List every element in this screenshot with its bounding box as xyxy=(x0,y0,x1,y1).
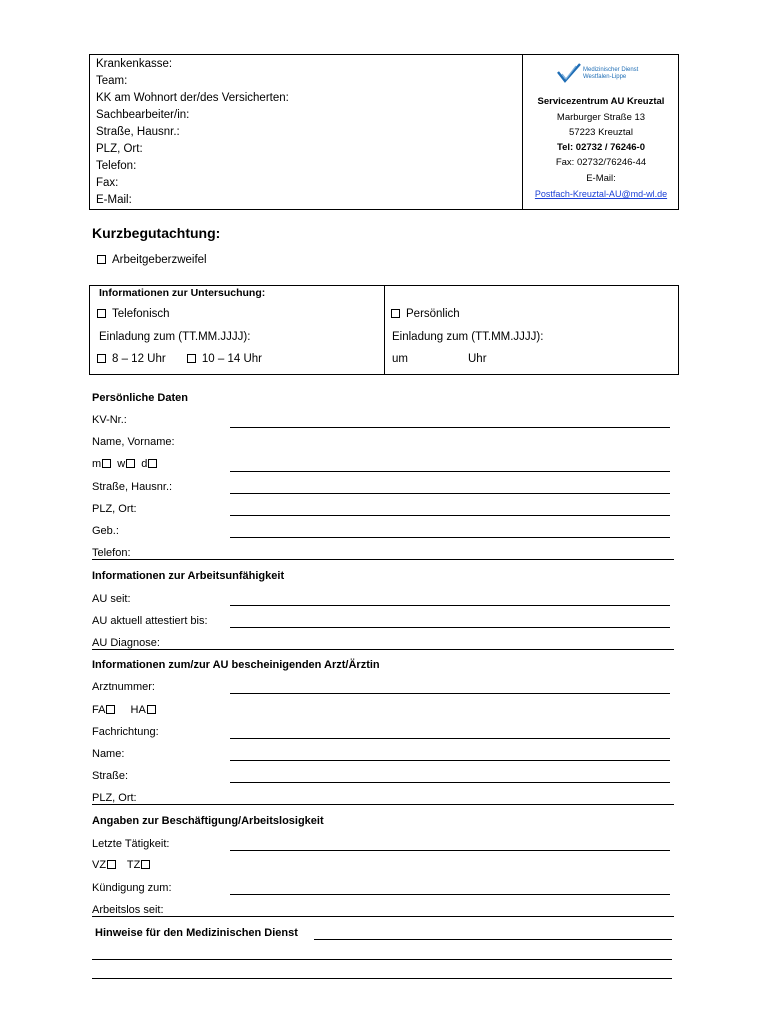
service-fax: Fax: 02732/76246-44 xyxy=(555,157,647,168)
field-telefon: Telefon: xyxy=(96,160,137,172)
taetigkeit-label: Letzte Tätigkeit: xyxy=(92,838,170,850)
telefonisch-checkbox[interactable] xyxy=(97,309,106,318)
name-label: Name, Vorname: xyxy=(92,436,175,448)
au-heading: Informationen zur Arbeitsunfähigkeit xyxy=(92,570,285,582)
au-seit-label: AU seit: xyxy=(92,593,131,605)
field-plz-ort: PLZ, Ort: xyxy=(96,143,143,155)
service-email-label: E-Mail: xyxy=(586,173,616,184)
persoenlich-checkbox[interactable] xyxy=(391,309,400,318)
persoenlich-row xyxy=(391,308,460,320)
slot-row xyxy=(97,353,262,365)
strasse-input-line[interactable] xyxy=(230,493,670,494)
gender-d-checkbox[interactable] xyxy=(148,459,157,468)
field-fax: Fax: xyxy=(96,177,119,189)
plz-label: PLZ, Ort: xyxy=(92,503,137,515)
geb-input-line[interactable] xyxy=(230,537,670,538)
einladung-label: Einladung zum (TT.MM.JJJJ): xyxy=(99,331,251,343)
hinweise-input-line-3[interactable] xyxy=(92,978,672,979)
kv-label: KV-Nr.: xyxy=(92,414,127,426)
page-title: Kurzbegutachtung: xyxy=(92,225,221,241)
ha-label: HA xyxy=(130,704,146,716)
ha-checkbox[interactable] xyxy=(147,705,156,714)
vz-label: VZ xyxy=(92,859,107,871)
plz-input-line[interactable] xyxy=(230,515,670,516)
gender-m-checkbox[interactable] xyxy=(102,459,111,468)
untersuchung-heading: Informationen zur Untersuchung: xyxy=(99,287,266,299)
um-label: um xyxy=(392,353,408,365)
au-bis-input-line[interactable] xyxy=(230,627,670,628)
tz-checkbox[interactable] xyxy=(141,860,150,869)
au-seit-input-line[interactable] xyxy=(230,605,670,606)
geb-label: Geb.: xyxy=(92,525,119,537)
arzt-name-label: Name: xyxy=(92,748,125,760)
gender-row xyxy=(92,458,160,470)
arztnummer-input-line[interactable] xyxy=(230,693,670,694)
field-email: E-Mail: xyxy=(96,194,132,206)
fa-ha-row xyxy=(92,704,159,716)
uhr-label: Uhr xyxy=(468,353,487,365)
fachrichtung-input-line[interactable] xyxy=(230,738,670,739)
arbeitslos-label: Arbeitslos seit: xyxy=(92,904,164,916)
slot2-checkbox[interactable] xyxy=(187,354,196,363)
arzt-plz-input-line[interactable] xyxy=(92,804,674,805)
tz-label: TZ xyxy=(126,859,141,871)
arbeitgeber-label: Arbeitgeberzweifel xyxy=(112,254,207,266)
field-team: Team: xyxy=(96,75,128,87)
md-logo xyxy=(556,62,656,84)
arzt-name-input-line[interactable] xyxy=(230,760,670,761)
name-input-line[interactable] xyxy=(230,471,670,472)
field-strasse: Straße, Hausnr.: xyxy=(96,126,180,138)
slot1-checkbox[interactable] xyxy=(97,354,106,363)
slot1-label: 8 – 12 Uhr xyxy=(112,353,166,365)
hinweise-input-line-1[interactable] xyxy=(314,939,672,940)
au-bis-label: AU aktuell attestiert bis: xyxy=(92,615,208,627)
hinweise-heading: Hinweise für den Medizinischen Dienst xyxy=(95,927,298,939)
arbeitslos-input-line[interactable] xyxy=(92,916,674,917)
gender-d-label: d xyxy=(141,458,148,470)
telefon-input-line[interactable] xyxy=(92,559,674,560)
au-diagnose-label: AU Diagnose: xyxy=(92,637,160,649)
checkmark-logo-icon xyxy=(556,62,582,84)
kv-input-line[interactable] xyxy=(230,427,670,428)
service-street: Marburger Straße 13 xyxy=(556,112,646,123)
vz-checkbox[interactable] xyxy=(107,860,116,869)
persoenlich-heading: Persönliche Daten xyxy=(92,392,188,404)
hinweise-input-line-2[interactable] xyxy=(92,959,672,960)
field-sachbearbeiter: Sachbearbeiter/in: xyxy=(96,109,190,121)
arzt-strasse-input-line[interactable] xyxy=(230,782,670,783)
kuendigung-input-line[interactable] xyxy=(230,894,670,895)
arzt-strasse-label: Straße: xyxy=(92,770,129,782)
logo-text-1: Medizinischer Dienst xyxy=(583,67,639,73)
service-tel: Tel: 02732 / 76246-0 xyxy=(556,142,646,153)
telefonisch-row xyxy=(97,308,170,320)
fachrichtung-label: Fachrichtung: xyxy=(92,726,159,738)
arbeitgeber-row xyxy=(97,254,207,266)
taetigkeit-input-line[interactable] xyxy=(230,850,670,851)
telefon-label: Telefon: xyxy=(92,547,131,559)
telefonisch-label: Telefonisch xyxy=(112,308,170,320)
arzt-heading: Informationen zum/zur AU bescheinigenden Arzt/Ärztin xyxy=(92,659,380,671)
vz-tz-row xyxy=(92,859,153,871)
header-divider xyxy=(522,54,523,210)
gender-m-label: m xyxy=(92,458,102,470)
beschaeftigung-heading: Angaben zur Beschäftigung/Arbeitslosigkeit xyxy=(92,815,324,827)
service-email-link[interactable]: Postfach-Kreuztal-AU@md-wl.de xyxy=(534,189,668,199)
service-name: Servicezentrum AU Kreuztal xyxy=(537,96,665,107)
einladung2-label: Einladung zum (TT.MM.JJJJ): xyxy=(392,331,544,343)
kuendigung-label: Kündigung zum: xyxy=(92,882,172,894)
arztnummer-label: Arztnummer: xyxy=(92,681,155,693)
arbeitgeber-checkbox[interactable] xyxy=(97,255,106,264)
persoenlich-label: Persönlich xyxy=(406,308,460,320)
fa-label: FA xyxy=(92,704,106,716)
service-city: 57223 Kreuztal xyxy=(569,127,633,138)
gender-w-checkbox[interactable] xyxy=(126,459,135,468)
logo-text-2: Westfalen-Lippe xyxy=(583,74,627,80)
gender-w-label: w xyxy=(117,458,126,470)
field-krankenkasse: Krankenkasse: xyxy=(96,58,173,70)
strasse-label: Straße, Hausnr.: xyxy=(92,481,173,493)
arzt-plz-label: PLZ, Ort: xyxy=(92,792,137,804)
au-diagnose-input-line[interactable] xyxy=(92,649,674,650)
fa-checkbox[interactable] xyxy=(106,705,115,714)
field-kk-wohnort: KK am Wohnort der/des Versicherten: xyxy=(96,92,289,104)
slot2-label: 10 – 14 Uhr xyxy=(201,353,263,365)
untersuchung-divider xyxy=(384,285,385,375)
